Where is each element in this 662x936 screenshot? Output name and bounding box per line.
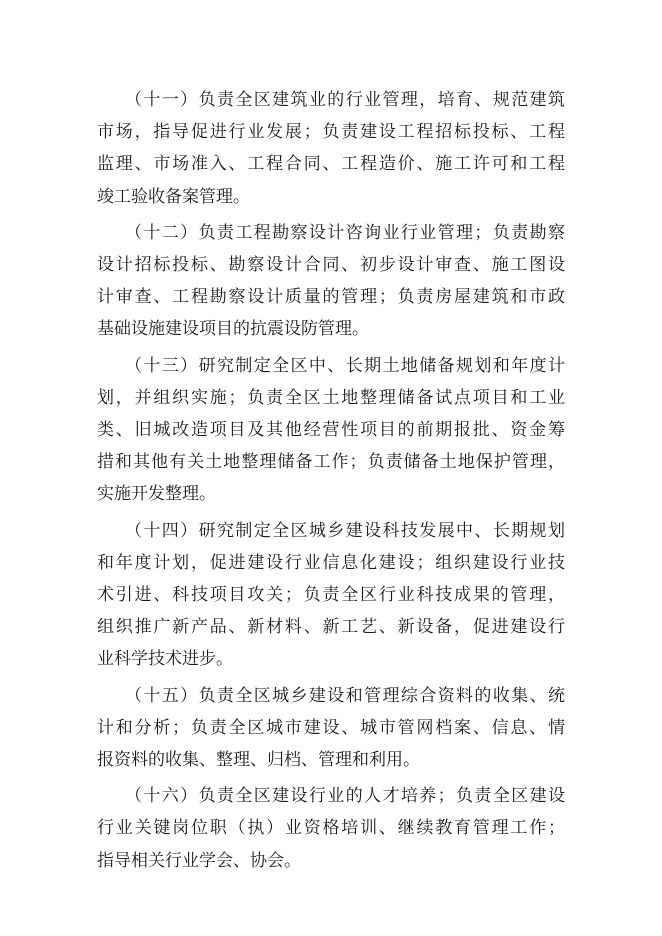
text-line: 报资料的收集、整理、归档、管理和利用。: [97, 750, 420, 771]
paragraph-item-14: [97, 515, 565, 676]
text-line: 实施开发整理。: [97, 484, 216, 505]
text-line: 设计招标投标、勘察设计合同、初步设计审查、施工图设: [97, 255, 565, 276]
text-line: 基础设施建设项目的抗震设防管理。: [97, 319, 369, 340]
text-line: 计和分析；负责全区城市建设、城市管网档案、信息、情: [97, 717, 565, 738]
text-line: （十一）负责全区建筑业的行业管理，培育、规范建筑: [125, 90, 565, 110]
text-line: 行业关键岗位职（执）业资格培训、继续教育管理工作；: [97, 818, 565, 839]
text-line: 划，并组织实施；负责全区土地整理储备试点项目和工业: [97, 387, 565, 408]
text-line: （十四）研究制定全区城乡建设科技发展中、长期规划: [125, 520, 565, 541]
text-line: （十六）负责全区建设行业的人才培养；负责全区建设: [125, 786, 565, 807]
text-line: 和年度计划，促进建设行业信息化建设；组织建设行业技: [97, 552, 565, 573]
text-line: 竣工验收备案管理。: [97, 186, 250, 207]
text-line: 计审查、工程勘察设计质量的管理；负责房屋建筑和市政: [97, 287, 565, 308]
text-line: 类、旧城改造项目及其他经营性项目的前期报批、资金筹: [97, 420, 565, 441]
paragraph-item-15: [97, 680, 565, 777]
paragraph-item-12: [97, 217, 565, 346]
text-line: 业科学技术进步。: [97, 649, 233, 670]
text-line: 术引进、科技项目攻关；负责全区行业科技成果的管理，: [97, 585, 565, 606]
text-line: （十五）负责全区城乡建设和管理综合资料的收集、统: [125, 685, 565, 706]
text-line: 指导相关行业学会、协会。: [97, 850, 301, 871]
text-line: （十三）研究制定全区中、长期土地储备规划和年度计: [125, 355, 565, 376]
paragraph-item-13: [97, 350, 565, 511]
text-line: 市场，指导促进行业发展；负责建设工程招标投标、工程: [97, 122, 565, 143]
paragraph-item-11: [97, 84, 565, 213]
document-body: [97, 84, 565, 881]
text-line: （十二）负责工程勘察设计咨询业行业管理；负责勘察: [125, 222, 565, 243]
text-line: 组织推广新产品、新材料、新工艺、新设备，促进建设行: [97, 617, 565, 638]
text-line: 监理、市场准入、工程合同、工程造价、施工许可和工程: [97, 154, 565, 175]
paragraph-item-16: [97, 780, 565, 877]
text-line: 措和其他有关土地整理储备工作；负责储备土地保护管理，: [97, 452, 565, 473]
